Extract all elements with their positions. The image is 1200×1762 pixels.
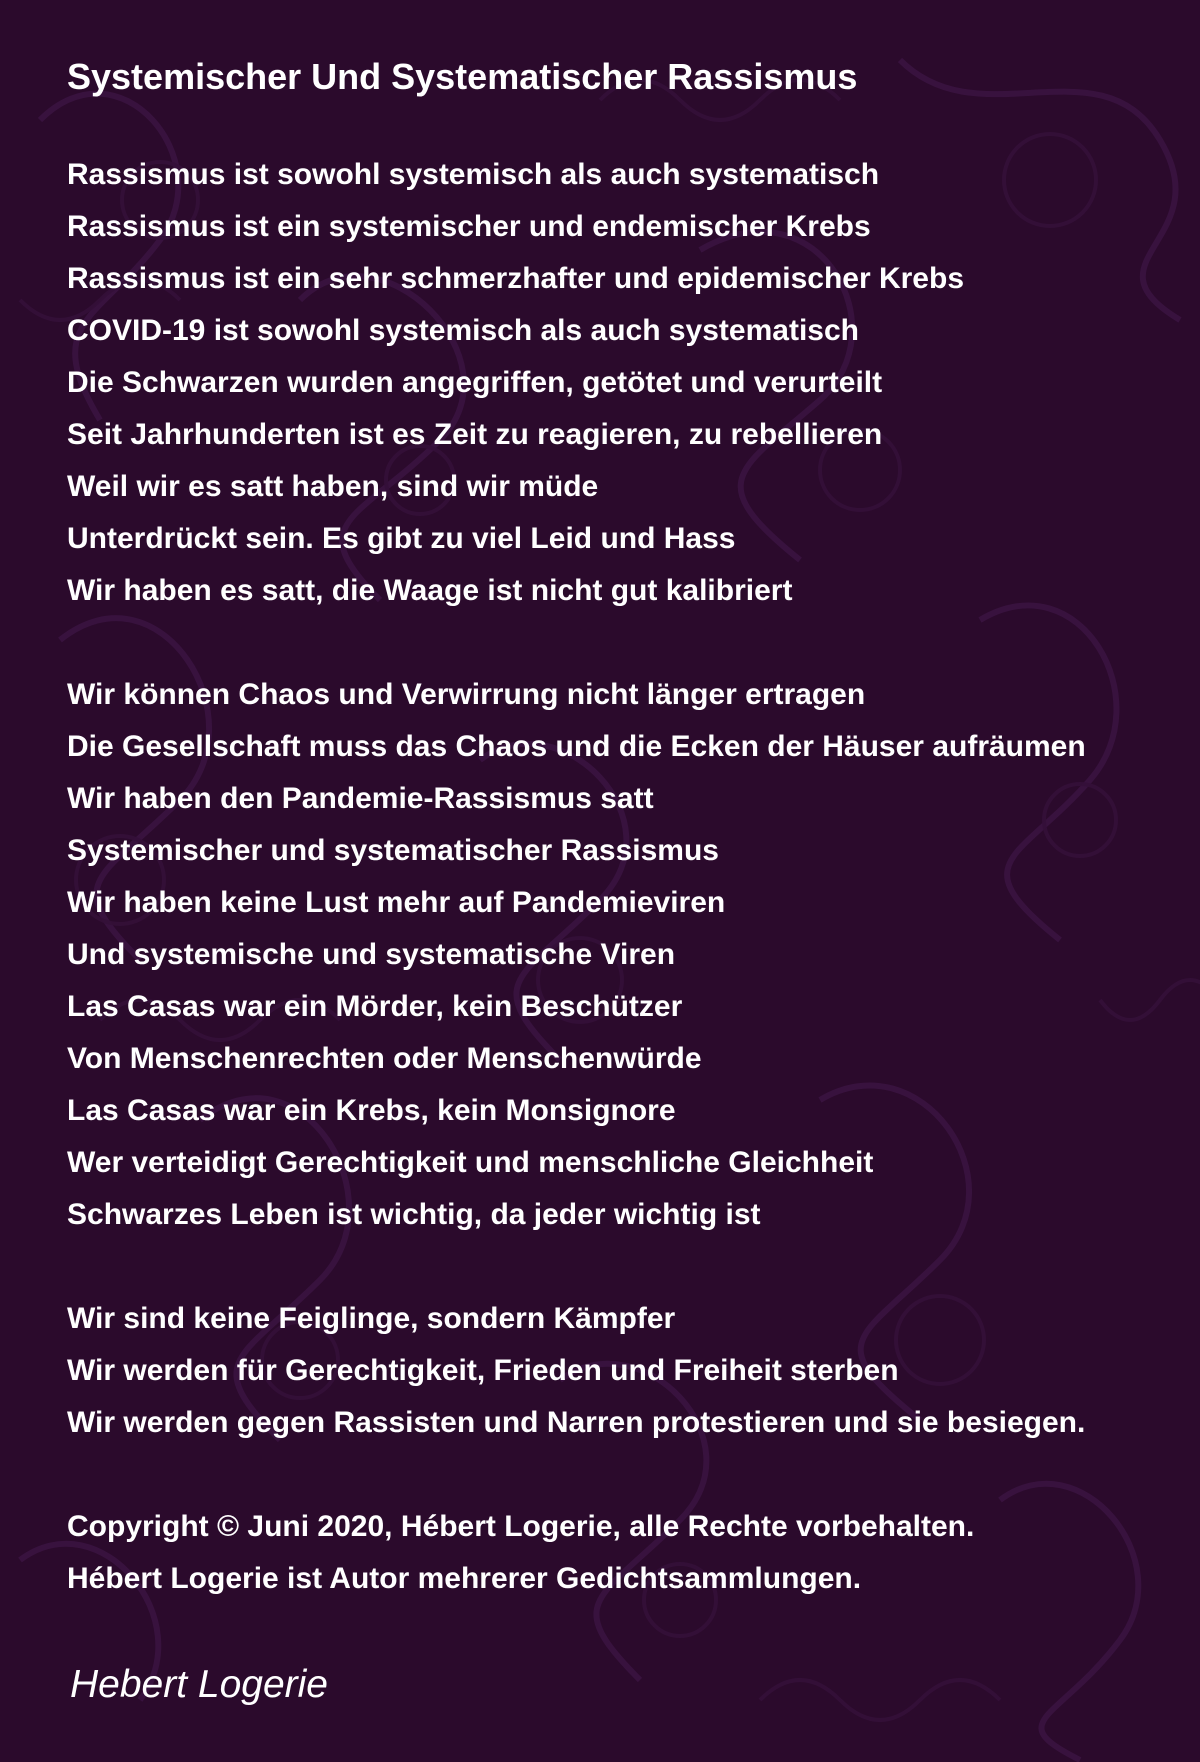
poem-line: Unterdrückt sein. Es gibt zu viel Leid und Hass (67, 522, 736, 555)
poem-line: Wir werden gegen Rassisten und Narren protestieren und sie besiegen. (67, 1406, 1086, 1439)
poem-line: Rassismus ist ein systemischer und endemischer Krebs (67, 210, 871, 243)
copyright-line: Copyright © Juni 2020, Hébert Logerie, alle Rechte vorbehalten. (67, 1510, 975, 1543)
poem-line: Von Menschenrechten oder Menschenwürde (67, 1042, 702, 1075)
poem-line: Las Casas war ein Krebs, kein Monsignore (67, 1094, 676, 1127)
poem-line: Wir sind keine Feiglinge, sondern Kämpfer (67, 1302, 676, 1335)
poem-line: Wer verteidigt Gerechtigkeit und menschliche Gleichheit (67, 1146, 874, 1179)
poem-line: Wir haben den Pandemie-Rassismus satt (67, 782, 654, 815)
poem-line: COVID-19 ist sowohl systemisch als auch systematisch (67, 314, 859, 347)
poem-line: Wir können Chaos und Verwirrung nicht länger ertragen (67, 678, 866, 711)
poem-stanza (67, 669, 1086, 1241)
poem-line: Seit Jahrhunderten ist es Zeit zu reagieren, zu rebellieren (67, 418, 883, 451)
copyright-notice (67, 1501, 974, 1605)
poem-line: Weil wir es satt haben, sind wir müde (67, 470, 599, 503)
poem-line: Wir haben es satt, die Waage ist nicht gut kalibriert (67, 574, 793, 607)
author-signature: Hebert Logerie (70, 1663, 328, 1706)
poem-line: Systemischer und systematischer Rassismus (67, 834, 719, 867)
author-bio-line: Hébert Logerie ist Autor mehrerer Gedichtsammlungen. (67, 1562, 862, 1595)
poem-line: Die Schwarzen wurden angegriffen, getötet und verurteilt (67, 366, 883, 399)
poem-title: Systemischer Und Systematischer Rassismus (67, 56, 858, 97)
poem-line: Rassismus ist ein sehr schmerzhafter und epidemischer Krebs (67, 262, 964, 295)
poem-line: Schwarzes Leben ist wichtig, da jeder wichtig ist (67, 1198, 761, 1231)
poem-line: Und systemische und systematische Viren (67, 938, 676, 971)
poem-stanza (67, 149, 964, 617)
poem-line: Wir werden für Gerechtigkeit, Frieden und Freiheit sterben (67, 1354, 899, 1387)
poem-line: Die Gesellschaft muss das Chaos und die Ecken der Häuser aufräumen (67, 730, 1086, 763)
poem-stanza (67, 1293, 1085, 1449)
poem-line: Wir haben keine Lust mehr auf Pandemieviren (67, 886, 726, 919)
poem-line: Las Casas war ein Mörder, kein Beschützer (67, 990, 683, 1023)
poem-line: Rassismus ist sowohl systemisch als auch systematisch (67, 158, 880, 191)
